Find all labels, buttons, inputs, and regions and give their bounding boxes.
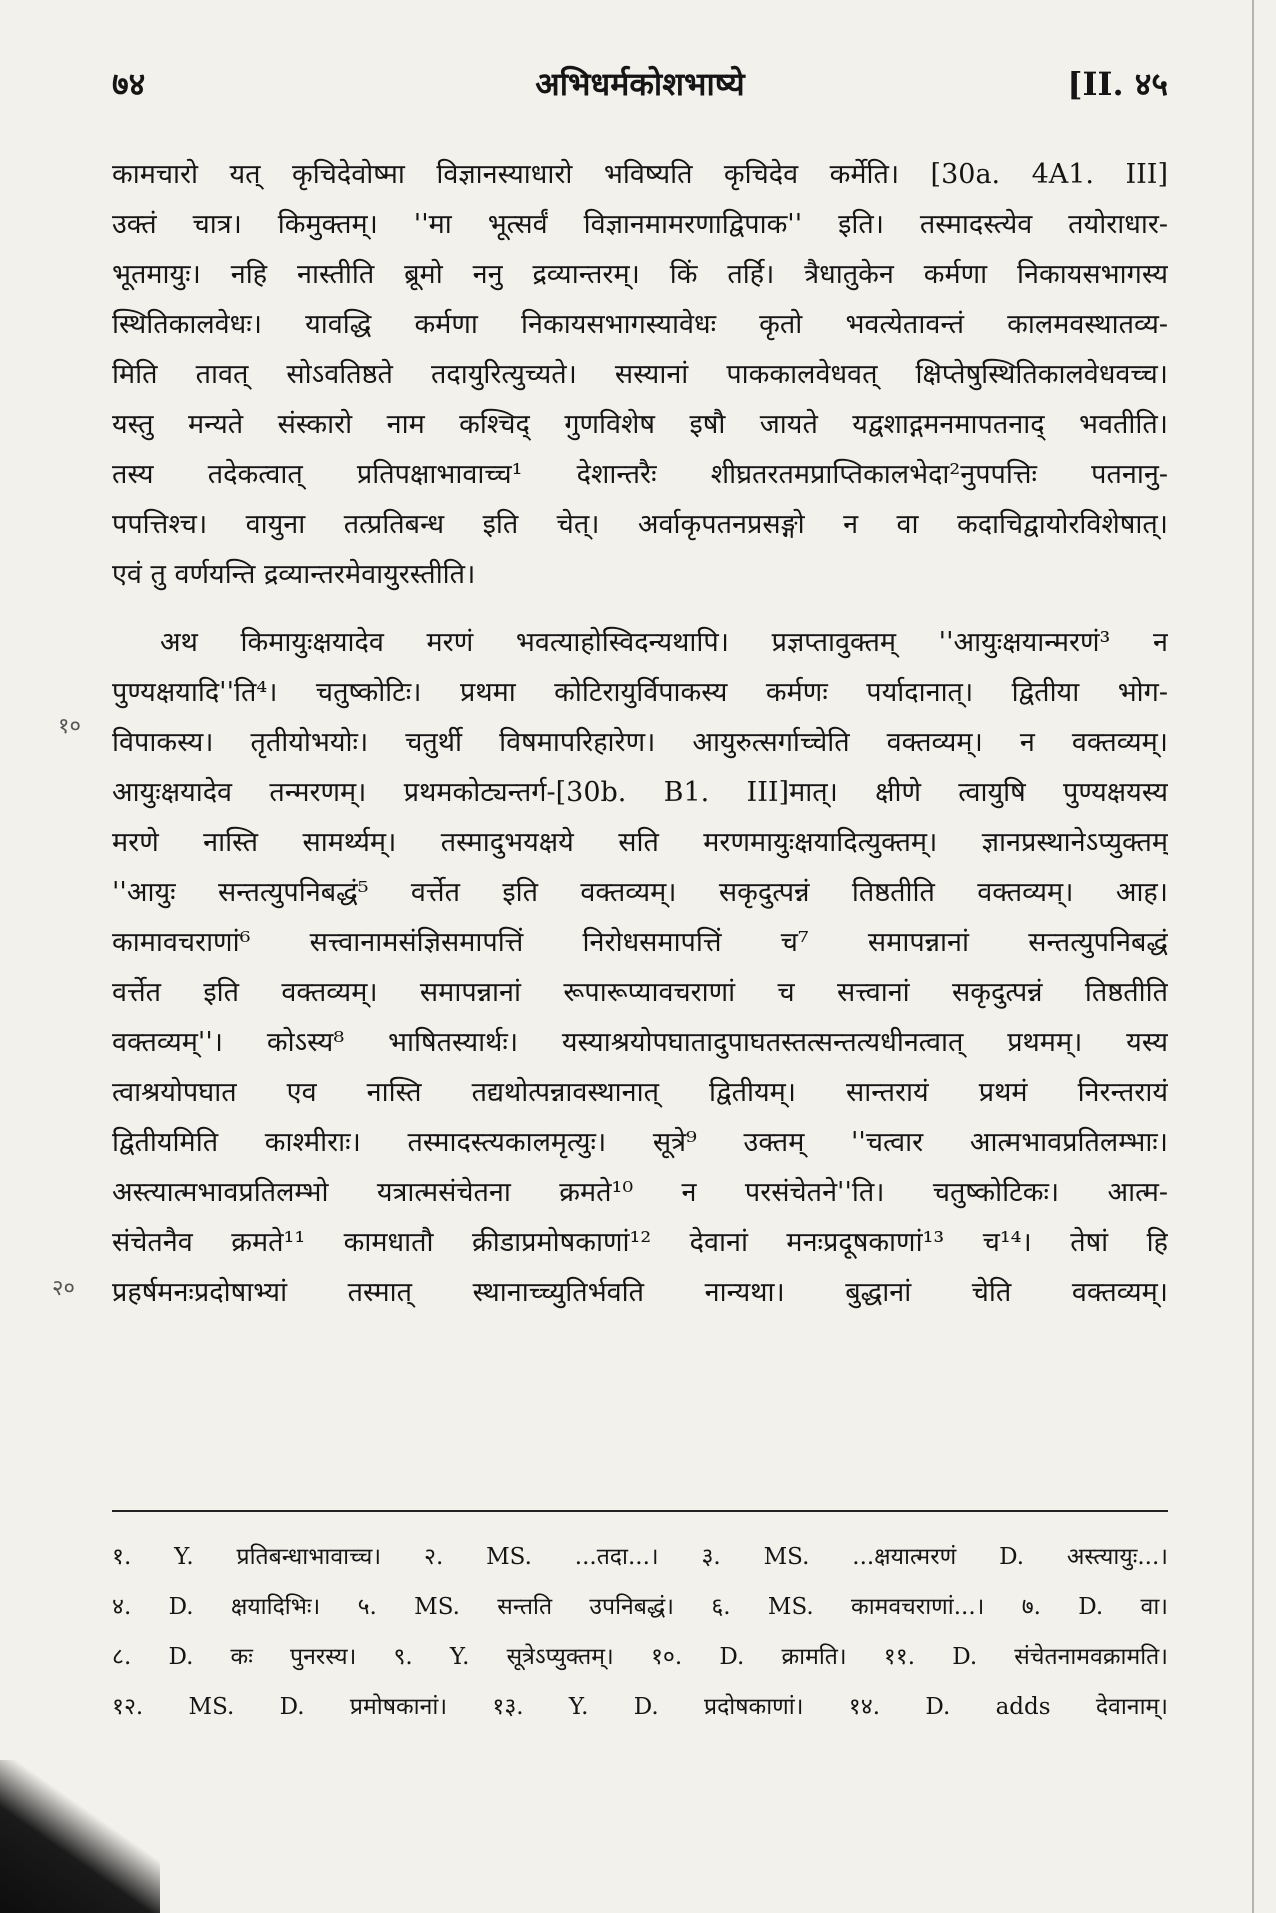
text-line: मिति तावत् सोऽवतिष्ठते तदायुरित्युच्यते। सस्यानां पाककालवेधवत् क्षिप्तेषुस्थितिकालवेधवच्च। xyxy=(112,359,1168,390)
footnote-line: ४. D. क्षयादिभिः। ५. MS. सन्तति उपनिबद्धं। ६. MS. कामवचराणां...। ७. D. वा। xyxy=(112,1594,1168,1620)
text-line: उक्तं चात्र। किमुक्तम्। ''मा भूत्सर्वं विज्ञानमामरणाद्विपाक'' इति। तस्मादस्त्येव तयोराधार- xyxy=(112,209,1168,240)
text-line: विपाकस्य। तृतीयोभयोः। चतुर्थी विषमापरिहारेण। आयुरुत्सर्गाच्चेति वक्तव्यम्। न वक्तव्यम्। xyxy=(112,727,1168,758)
text-line: यस्तु मन्यते संस्कारो नाम कश्चिद् गुणविशेष इषौ जायते यद्वशाद्गमनमापतनाद् भवतीति। xyxy=(112,409,1168,440)
margin-line-mark: १० xyxy=(58,714,81,739)
footnote-line: ८. D. कः पुनरस्य। ९. Y. सूत्रेऽप्युक्तम्। १०. D. क्रामति। ११. D. संचेतनामवक्रामति। xyxy=(112,1644,1168,1670)
text-line: त्वाश्रयोपघात एव नास्ति तद्यथोत्पन्नावस्थानात् द्वितीयम्। सान्तरायं प्रथमं निरन्तरायं xyxy=(112,1077,1168,1108)
text-line: कामचारो यत् कृचिदेवोष्मा विज्ञानस्याधारो भविष्यति कृचिदेव कर्मेति। [30a. 4A1. III] xyxy=(112,159,1168,190)
paragraph-1 xyxy=(112,150,1168,600)
text-line: आयुःक्षयादेव तन्मरणम्। प्रथमकोट्यन्तर्ग-[30b. B1. III]मात्। क्षीणे त्वायुषि पुण्यक्षयस्य xyxy=(112,777,1168,808)
scan-edge-line xyxy=(1252,0,1254,1913)
text-line: मरणे नास्ति सामर्थ्यम्। तस्मादुभयक्षये सति मरणमायुःक्षयादित्युक्तम्। ज्ञानप्रस्थानेऽप्युक्तम् xyxy=(112,827,1168,858)
text-line: वर्त्तेत इति वक्तव्यम्। समापन्नानां रूपारूप्यावचराणां च सत्त्वानां सकृदुत्पन्नं तिष्ठतीति xyxy=(112,977,1168,1008)
running-title: अभिधर्मकोशभाष्ये xyxy=(535,65,745,103)
page-header xyxy=(112,62,1168,106)
page-number: ७४ xyxy=(112,65,146,103)
footnote-line: १. Y. प्रतिबन्धाभावाच्च। २. MS. ...तदा...। ३. MS. ...क्षयात्मरणं D. अस्त्यायुः...। xyxy=(112,1544,1168,1570)
paragraph-2 xyxy=(112,618,1168,1318)
text-line: स्थितिकालवेधः। यावद्धि कर्मणा निकायसभागस्यावेधः कृतो भवत्येतावन्तं कालमवस्थातव्य- xyxy=(112,309,1168,340)
text-line: कामावचराणां⁶ सत्त्वानामसंज्ञिसमापत्तिं निरोधसमापत्तिं च⁷ समापन्नानां सन्तत्युपनिबद्धं xyxy=(112,927,1168,958)
footnotes xyxy=(112,1532,1168,1732)
text-line: अथ किमायुःक्षयादेव मरणं भवत्याहोस्विदन्यथापि। प्रज्ञप्तावुक्तम् ''आयुःक्षयान्मरणं³ न xyxy=(160,627,1168,658)
text-line: प्रहर्षमनःप्रदोषाभ्यां तस्मात् स्थानाच्च्युतिर्भवति नान्यथा। बुद्धानां चेति वक्तव्यम्। xyxy=(112,1277,1168,1308)
text-line: वक्तव्यम्''। कोऽस्य⁸ भाषितस्यार्थः। यस्याश्रयोपघातादुपाघतस्तत्सन्तत्यधीनत्वात् प्रथमम्। यस्य xyxy=(112,1027,1168,1058)
footnote-divider xyxy=(112,1510,1168,1512)
text-line: अस्त्यात्मभावप्रतिलम्भो यत्रात्मसंचेतना क्रमते¹⁰ न परसंचेतने''ति। चतुष्कोटिकः। आत्म- xyxy=(112,1177,1168,1208)
scan-corner-shadow xyxy=(0,1760,160,1913)
section-reference: [II. ४५ xyxy=(1067,65,1168,103)
text-line: पुण्यक्षयादि''ति⁴। चतुष्कोटिः। प्रथमा कोटिरायुर्विपाकस्य कर्मणः पर्यादानात्। द्वितीया भोग- xyxy=(112,677,1168,708)
margin-line-mark: २० xyxy=(52,1276,75,1301)
text-line: तस्य तदेकत्वात् प्रतिपक्षाभावाच्च¹ देशान्तरैः शीघ्रतरतमप्राप्तिकालभेदा²नुपपत्तिः पतनानु- xyxy=(112,459,1168,490)
text-line: भूतमायुः। नहि नास्तीति ब्रूमो ननु द्रव्यान्तरम्। किं तर्हि। त्रैधातुकेन कर्मणा निकायसभागस्य xyxy=(112,259,1168,290)
text-line: एवं तु वर्णयन्ति द्रव्यान्तरमेवायुरस्तीति। xyxy=(112,559,476,590)
text-line: पपत्तिश्च। वायुना तत्प्रतिबन्ध इति चेत्। अर्वाकृपतनप्रसङ्गो न वा कदाचिद्वायोरविशेषात्। xyxy=(112,509,1168,540)
text-line: संचेतनैव क्रमते¹¹ कामधातौ क्रीडाप्रमोषकाणां¹² देवानां मनःप्रदूषकाणां¹³ च¹⁴। तेषां हि xyxy=(112,1227,1168,1258)
text-line: द्वितीयमिति काश्मीराः। तस्मादस्त्यकालमृत्युः। सूत्रे⁹ उक्तम् ''चत्वार आत्मभावप्रतिलम्भाः। xyxy=(112,1127,1168,1158)
text-line: ''आयुः सन्तत्युपनिबद्धं⁵ वर्त्तेत इति वक्तव्यम्। सकृदुत्पन्नं तिष्ठतीति वक्तव्यम्। आह। xyxy=(112,877,1168,908)
body-text xyxy=(112,150,1168,1318)
footnote-line: १२. MS. D. प्रमोषकानां। १३. Y. D. प्रदोषकाणां। १४. D. adds देवानाम्। xyxy=(112,1694,1168,1720)
